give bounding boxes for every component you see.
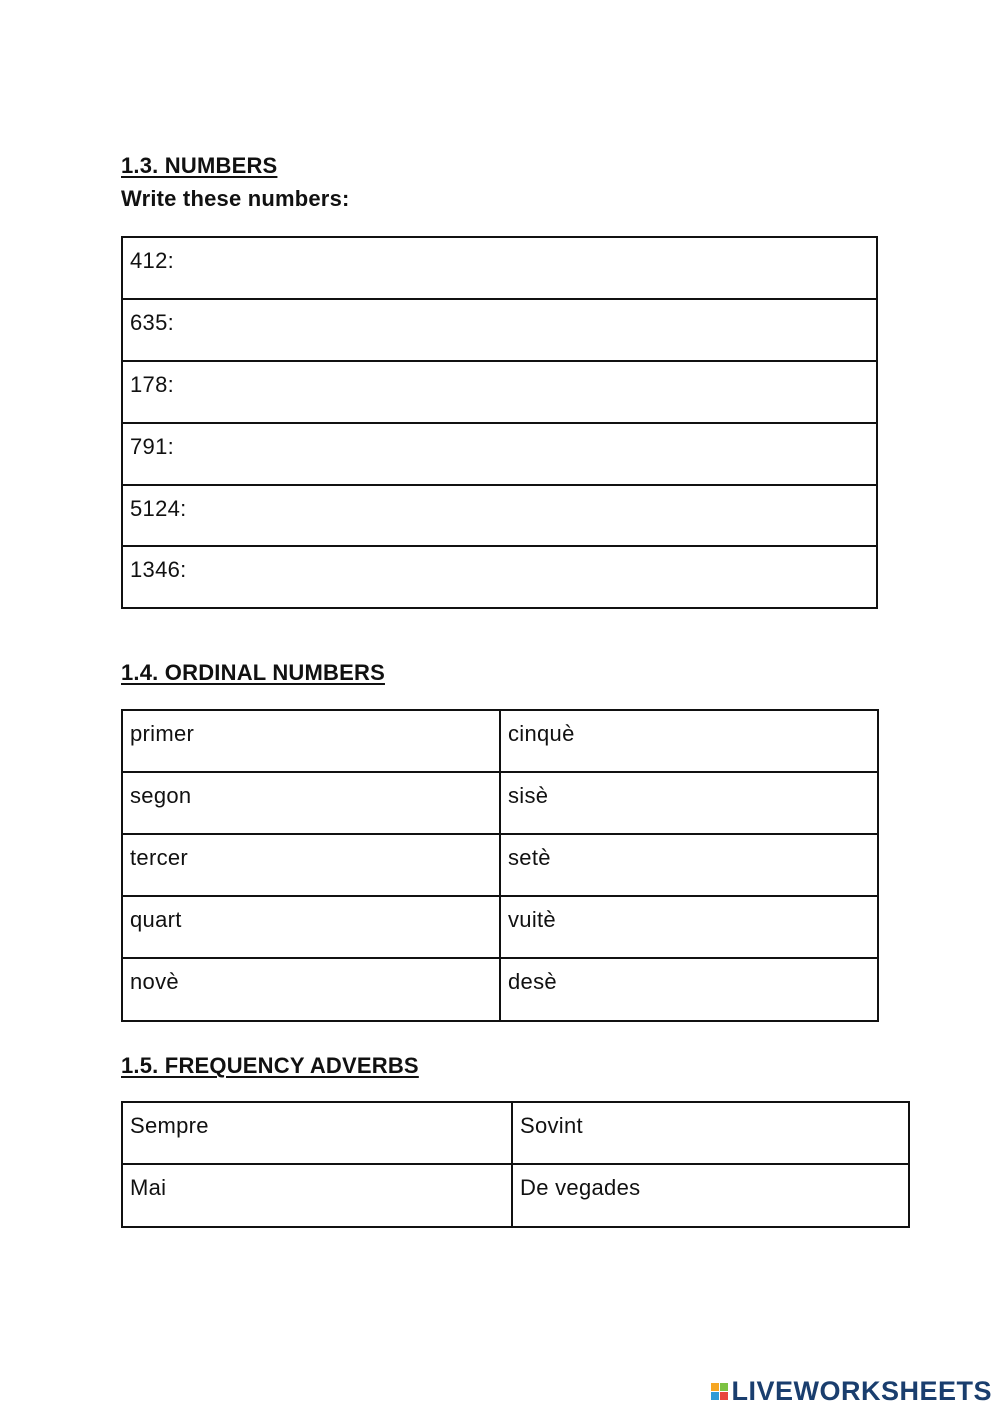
table-row: [122, 423, 877, 485]
ordinal-cell[interactable]: primer: [122, 710, 500, 772]
ordinal-cell[interactable]: segon: [122, 772, 500, 834]
number-label: 1346:: [130, 557, 187, 582]
logo-square: [720, 1383, 728, 1391]
logo-square: [720, 1392, 728, 1400]
number-cell[interactable]: [122, 423, 877, 485]
table-row: [122, 237, 877, 299]
number-cell[interactable]: [122, 237, 877, 299]
number-label: 178:: [130, 372, 175, 397]
table-row: [122, 772, 878, 834]
ordinals-table: [121, 709, 879, 1022]
numbers-instruction: Write these numbers:: [121, 186, 350, 211]
ordinal-cell[interactable]: cinquè: [500, 710, 878, 772]
number-label: 635:: [130, 310, 175, 335]
numbers-section-title: 1.3. NUMBERS: [121, 153, 278, 178]
ordinal-cell[interactable]: sisè: [500, 772, 878, 834]
adverbs-section-title: 1.5. FREQUENCY ADVERBS: [121, 1053, 419, 1078]
ordinal-cell[interactable]: tercer: [122, 834, 500, 896]
table-row: [122, 546, 877, 608]
ordinal-cell[interactable]: desè: [500, 958, 878, 1021]
liveworksheets-logo[interactable]: [711, 1376, 992, 1407]
ordinal-cell[interactable]: setè: [500, 834, 878, 896]
logo-square: [711, 1392, 719, 1400]
table-row: [122, 710, 878, 772]
number-cell[interactable]: [122, 485, 877, 546]
table-row: [122, 1102, 909, 1164]
number-cell[interactable]: [122, 299, 877, 361]
logo-square: [711, 1383, 719, 1391]
adverb-cell[interactable]: De vegades: [512, 1164, 909, 1227]
table-row: [122, 361, 877, 423]
table-row: [122, 896, 878, 958]
ordinal-cell[interactable]: novè: [122, 958, 500, 1021]
adverb-cell[interactable]: Sempre: [122, 1102, 512, 1164]
number-label: 791:: [130, 434, 175, 459]
numbers-table: [121, 236, 878, 609]
liveworksheets-logo-icon: [711, 1383, 728, 1400]
table-row: [122, 1164, 909, 1227]
ordinals-section-title: 1.4. ORDINAL NUMBERS: [121, 660, 385, 685]
table-row: [122, 834, 878, 896]
number-cell[interactable]: [122, 546, 877, 608]
table-row: [122, 485, 877, 546]
adverbs-table: [121, 1101, 910, 1228]
adverb-cell[interactable]: Sovint: [512, 1102, 909, 1164]
number-label: 412:: [130, 248, 175, 273]
number-label: 5124:: [130, 496, 187, 521]
number-cell[interactable]: [122, 361, 877, 423]
table-row: [122, 299, 877, 361]
ordinal-cell[interactable]: quart: [122, 896, 500, 958]
ordinal-cell[interactable]: vuitè: [500, 896, 878, 958]
logo-text: LIVEWORKSHEETS: [731, 1376, 992, 1406]
adverb-cell[interactable]: Mai: [122, 1164, 512, 1227]
table-row: [122, 958, 878, 1021]
